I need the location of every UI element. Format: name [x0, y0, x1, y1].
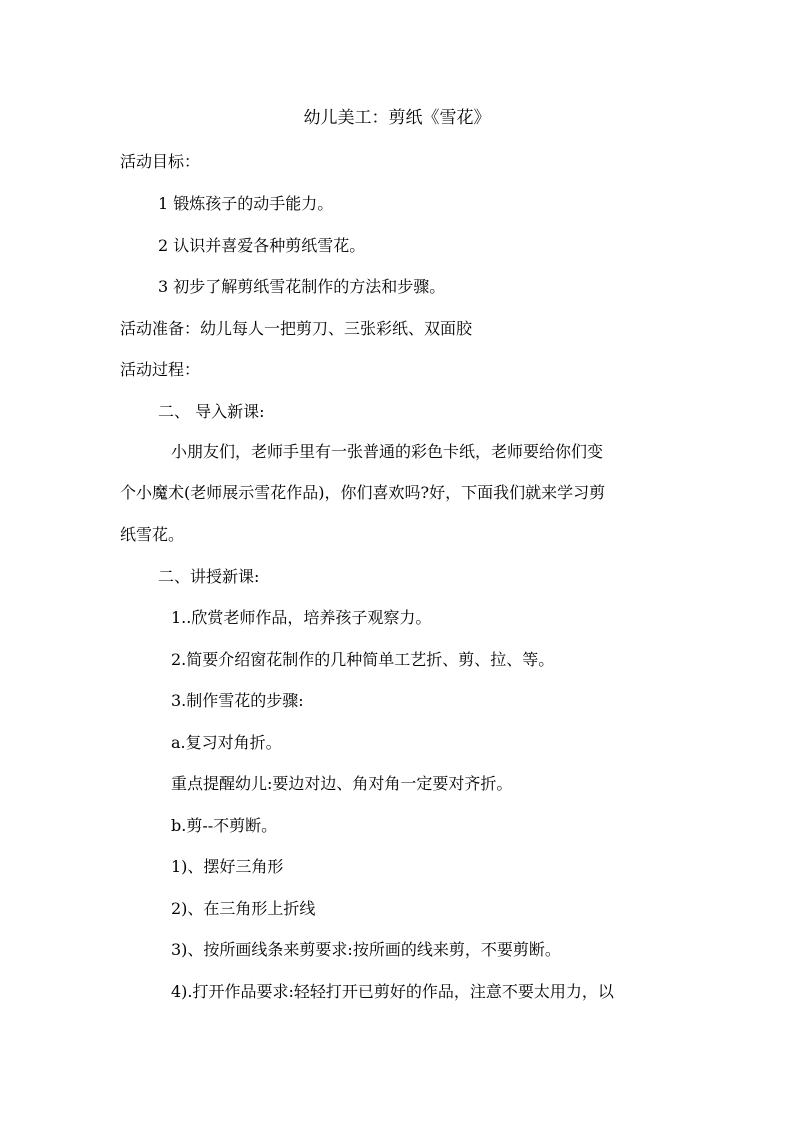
- step-line-9: 3)、按所画线条来剪要求:按所画的线来剪，不要剪断。: [171, 940, 561, 959]
- step-line-3: 3.制作雪花的步骤:: [171, 691, 304, 710]
- step-line-2: 2.简要介绍窗花制作的几种简单工艺折、剪、拉、等。: [171, 650, 555, 669]
- step-line-8: 2)、在三角形上折线: [171, 899, 316, 918]
- step-line-1: 1..欣赏老师作品，培养孩子观察力。: [171, 608, 432, 627]
- process-heading: 活动过程：: [120, 360, 201, 379]
- intro-paragraph-line-2: 个小魔术(老师展示雪花作品)，你们喜欢吗?好，下面我们就来学习剪: [120, 483, 606, 502]
- section-intro-heading: 二、 导入新课:: [158, 402, 265, 421]
- step-line-10: 4).打开作品要求:轻轻打开已剪好的作品，注意不要太用力，以: [171, 982, 614, 1001]
- intro-paragraph-line-1: 小朋友们，老师手里有一张普通的彩色卡纸，老师要给你们变: [171, 442, 604, 461]
- document-title: 幼儿美工：剪纸《雪花》: [303, 108, 491, 128]
- goal-item-2: 2 认识并喜爱各种剪纸雪花。: [158, 236, 366, 255]
- step-line-7: 1)、摆好三角形: [171, 857, 284, 876]
- step-line-5: 重点提醒幼儿:要边对边、角对角一定要对齐折。: [171, 774, 513, 793]
- intro-paragraph-line-3: 纸雪花。: [120, 525, 185, 544]
- section-teach-heading: 二、讲授新课:: [158, 567, 260, 586]
- goals-heading: 活动目标：: [120, 152, 201, 171]
- goal-item-1: 1 锻炼孩子的动手能力。: [158, 194, 334, 213]
- goal-item-3: 3 初步了解剪纸雪花制作的方法和步骤。: [158, 277, 446, 296]
- preparation-line: 活动准备：幼儿每人一把剪刀、三张彩纸、双面胶: [120, 319, 473, 338]
- step-line-6: b.剪--不剪断。: [171, 816, 278, 835]
- step-line-4: a.复习对角折。: [171, 733, 282, 752]
